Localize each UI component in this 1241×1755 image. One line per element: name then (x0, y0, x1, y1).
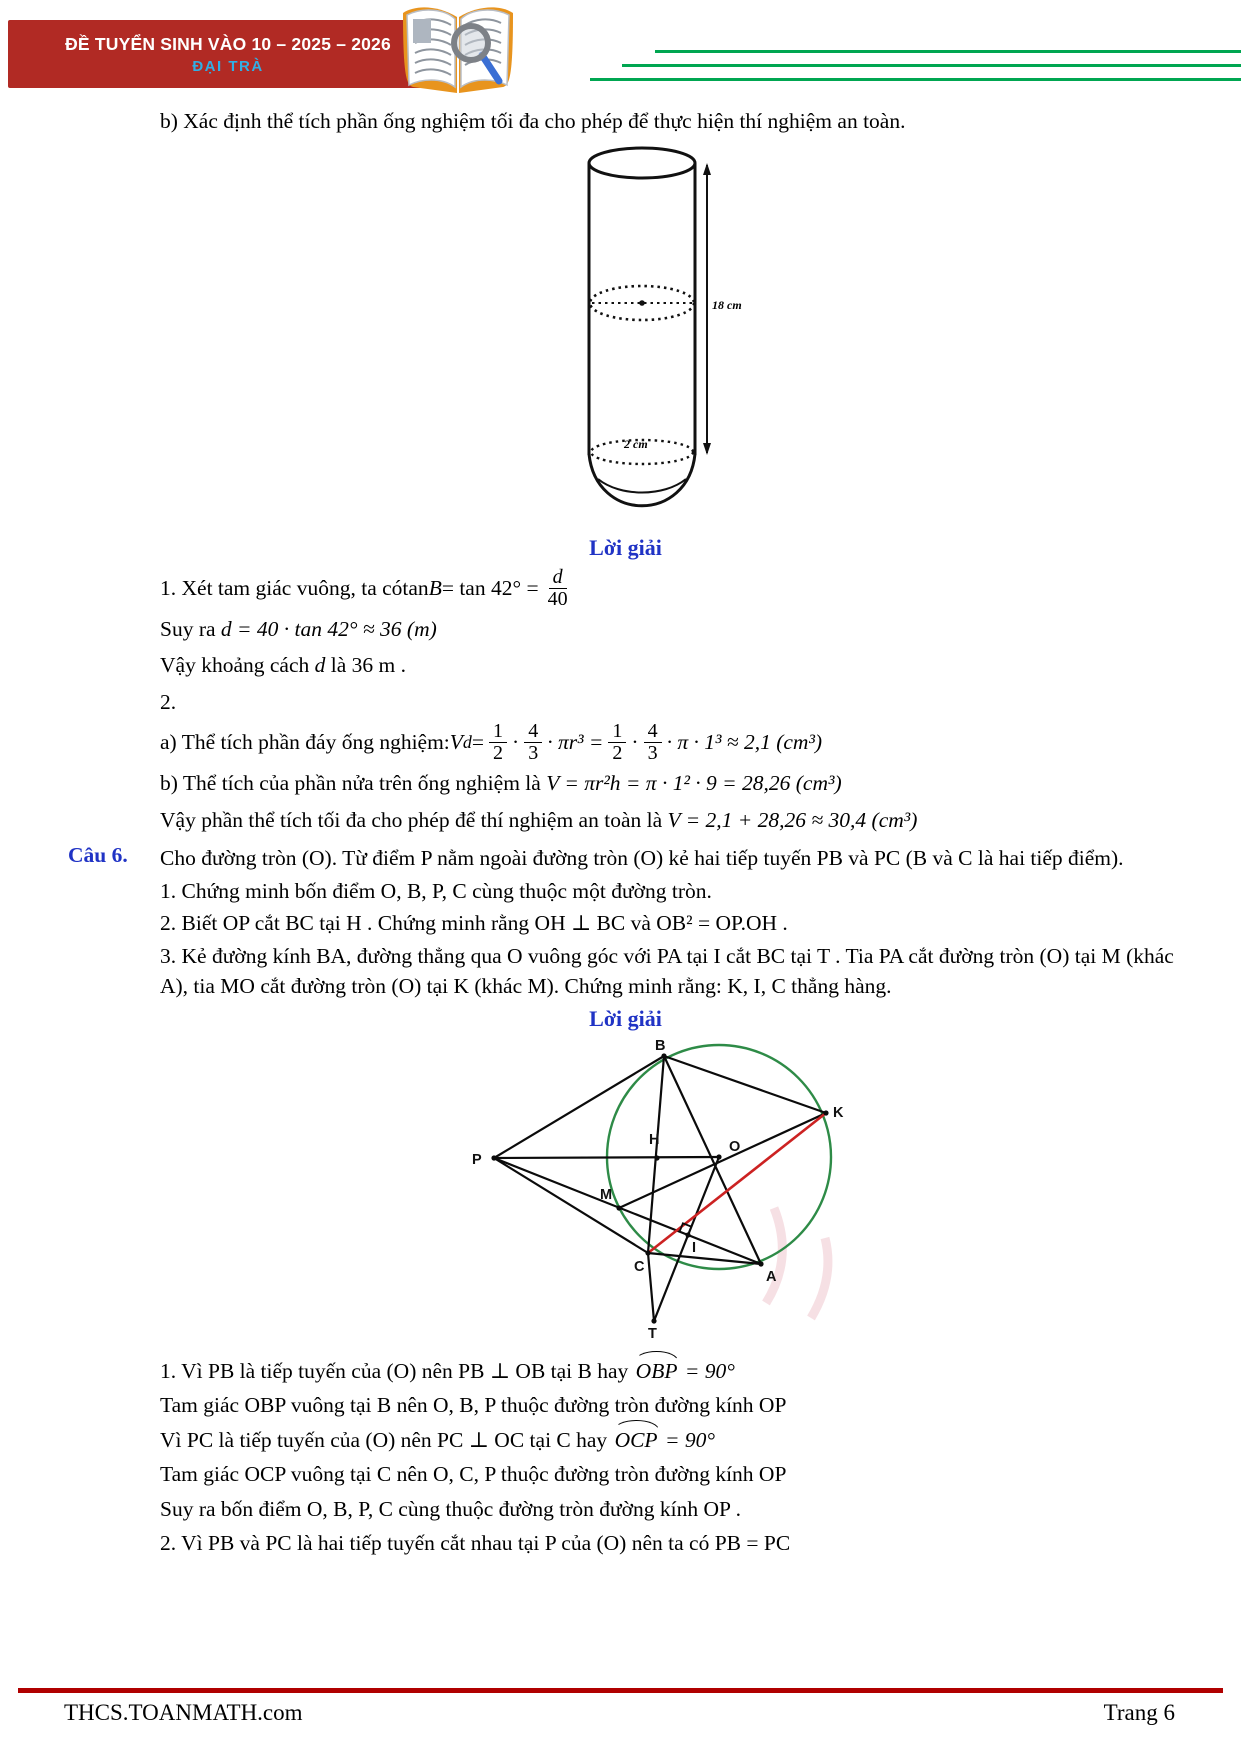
fraction-denominator: 3 (528, 742, 539, 765)
point-label-H: H (648, 1131, 659, 1148)
math-run: · πr³ = (547, 730, 604, 755)
text-run: Vậy khoảng cách (160, 653, 315, 678)
fraction-numerator: 4 (524, 721, 542, 743)
point-label-K: K (832, 1104, 843, 1121)
text-run: b) Thể tích của phần nửa trên ống nghiệm là (160, 771, 547, 796)
math-variable: d (314, 653, 326, 678)
question-6-intro: Cho đường tròn (O). Từ điểm P nằm ngoài đường tròn (O) kẻ hai tiếp tuyến PB và PC (B và C là hai tiếp điểm). (160, 846, 1124, 871)
cylinder-figure (143, 139, 1164, 531)
question-6-part1: 1. Chứng minh bốn điểm O, B, P, C cùng thuộc một đường tròn. (160, 878, 712, 903)
test-tube-drawing (554, 139, 754, 531)
cylinder-height-label: 18 cm (711, 297, 742, 312)
point-label-M: M (599, 1186, 612, 1203)
fraction-denominator: 3 (647, 742, 658, 765)
solution5-line2 (160, 614, 1181, 645)
document-body (0, 100, 1241, 1563)
banner-title: ĐỀ TUYỂN SINH VÀO 10 – 2025 – 2026 (65, 33, 391, 54)
math-run: = tan 42° = (441, 575, 539, 600)
circle-geometry-figure (135, 1038, 1156, 1350)
point-label-B: B (654, 1037, 665, 1054)
solution6-line6: 2. Vì PB và PC là hai tiếp tuyến cắt nhau tại P của (O) nên ta có PB = PC (160, 1531, 791, 1556)
footer-site-name: THCS.TOANMATH.com (64, 1700, 303, 1725)
footer-page-number: Trang 6 (1103, 1700, 1175, 1725)
point-label-O: O (728, 1138, 740, 1155)
math-run: = 90° (659, 1427, 715, 1452)
text-run: Suy ra (160, 616, 221, 641)
point-label-C: C (633, 1258, 644, 1275)
fraction (608, 721, 626, 764)
banner-subtitle: ĐẠI TRÀ (192, 57, 264, 75)
angle-arc: OBP (634, 1356, 680, 1387)
fraction (644, 721, 662, 764)
math-variable: d (220, 616, 232, 641)
solution6-line1 (160, 1356, 1181, 1387)
solution6-line3 (160, 1425, 1181, 1456)
text-run: 1. Vì PB là tiếp tuyến của (O) nên PB ⊥ OB tại B hay (160, 1358, 634, 1383)
math-variable: V (449, 730, 463, 755)
text-run: Vì PC là tiếp tuyến của (O) nên PC ⊥ OC tại C hay (160, 1427, 613, 1452)
fraction-numerator: d (549, 567, 567, 589)
math-subscript: d (462, 732, 472, 753)
math-run: · (631, 730, 639, 755)
math-run: V = 2,1 + 28,26 ≈ 30,4 (cm³) (667, 807, 918, 832)
question-6-block (68, 843, 1181, 1002)
header-rule-middle (622, 64, 1241, 67)
math-run: · (512, 730, 520, 755)
circle-diagram (426, 1038, 866, 1350)
solution5-line3 (160, 650, 1181, 681)
book-with-magnifier-icon (393, 1, 523, 97)
text-run: a) Thể tích phần đáy ống nghiệm: (160, 730, 450, 755)
question-6-part3: 3. Kẻ đường kính BA, đường thẳng qua O vuông góc với PA tại I cắt BC tại T . Tia PA cắt đường tròn (O) tại M (khác A), tia MO cắt đường tròn (O) tại K (khác M). Chứng minh rằng: K, I, C thẳng hàng. (160, 943, 1174, 999)
solution5-heading: Lời giải (589, 534, 662, 560)
exam-banner (8, 20, 448, 88)
angle-arc: OCP (613, 1425, 660, 1456)
cylinder-diameter-label: 2 cm (623, 436, 648, 451)
text-run: là 36 m . (325, 653, 406, 678)
solution5-line4: 2. (160, 689, 177, 714)
text-run: 1. Xét tam giác vuông, ta có (160, 575, 403, 600)
fraction (544, 567, 572, 610)
solution5-line6 (160, 768, 1181, 799)
footer-rule (18, 1688, 1223, 1693)
text-run: Vậy phần thể tích tối đa cho phép để thí nghiệm an toàn là (160, 807, 668, 832)
fraction-numerator: 4 (644, 721, 662, 743)
math-run: = 40 · tan 42° ≈ 36 (m) (231, 616, 437, 641)
question-6-part2: 2. Biết OP cắt BC tại H . Chứng minh rằng OH ⊥ BC và OB² = OP.OH . (160, 911, 788, 936)
fraction-numerator: 1 (489, 721, 507, 743)
point-label-A: A (765, 1268, 776, 1285)
fraction (489, 721, 507, 764)
solution6-line5: Suy ra bốn điểm O, B, P, C cùng thuộc đường tròn đường kính OP . (160, 1496, 741, 1521)
math-run: · π · 1³ ≈ 2,1 (cm³) (666, 730, 823, 755)
math-variable: B (428, 575, 442, 600)
solution5-line7 (160, 805, 1181, 836)
solution6-line4: Tam giác OCP vuông tại C nên O, C, P thuộc đường tròn đường kính OP (160, 1462, 787, 1487)
solution6-heading: Lời giải (589, 1005, 662, 1031)
point-label-P: P (471, 1151, 482, 1168)
solution5-line1 (160, 567, 1181, 610)
solution6-line2: Tam giác OBP vuông tại B nên O, B, P thuộc đường tròn đường kính OP (160, 1393, 787, 1418)
header-rule-top (655, 50, 1241, 53)
question-6-label: Câu 6. (68, 843, 128, 868)
math-run: V = πr²h = π · 1² · 9 = 28,26 (cm³) (546, 771, 842, 796)
fraction-denominator: 40 (547, 587, 568, 610)
fraction-numerator: 1 (608, 721, 626, 743)
math-run: tan (402, 575, 429, 600)
fraction (524, 721, 542, 764)
math-run: = (471, 730, 485, 755)
problem5-part-b-text: b) Xác định thể tích phần ống nghiệm tối đa cho phép để thực hiện thí nghiệm an toàn. (160, 109, 906, 133)
math-run: = 90° (679, 1358, 735, 1383)
solution5-line5 (160, 721, 1181, 764)
fraction-denominator: 2 (612, 742, 623, 765)
point-label-T: T (647, 1325, 657, 1342)
point-label-I: I (691, 1239, 696, 1256)
fraction-denominator: 2 (493, 742, 504, 765)
header-rule-bottom (590, 78, 1241, 81)
